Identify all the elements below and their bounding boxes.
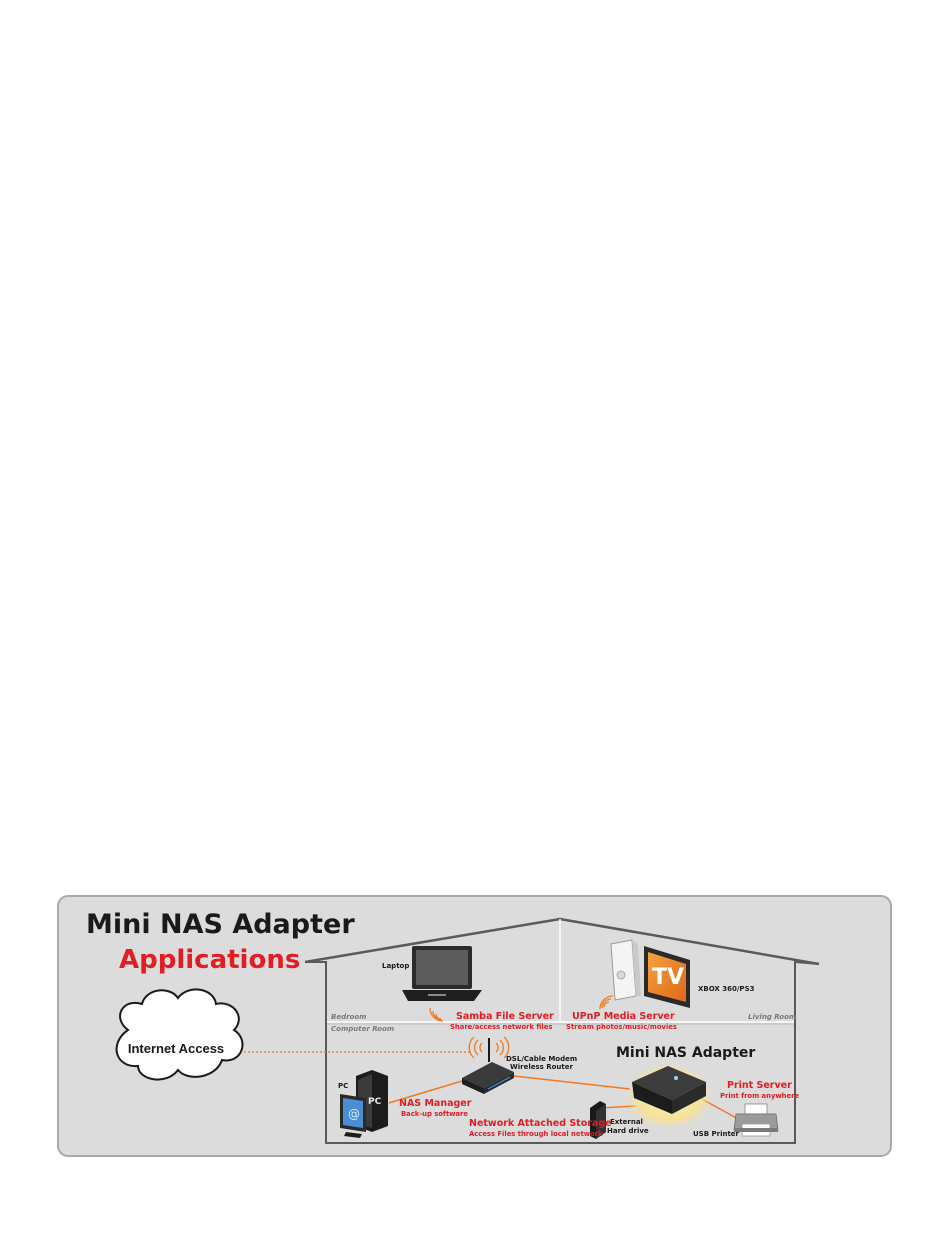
print-server-title: Print Server: [727, 1080, 792, 1091]
internet-access-label: Internet Access: [127, 1041, 225, 1056]
pc-screen-at-mark: @: [348, 1107, 360, 1121]
nas-manager-title: NAS Manager: [399, 1098, 472, 1109]
pc-label: PC: [338, 1082, 349, 1090]
xbox-console-icon: [611, 940, 641, 1000]
storage-title: Network Attached Storage: [469, 1118, 612, 1129]
room-label-living-room: Living Room: [748, 1013, 797, 1021]
usb-printer-label: USB Printer: [693, 1130, 740, 1138]
router-label-line1: DSL/Cable Modem: [506, 1055, 578, 1063]
diagram-title: Mini NAS Adapter: [86, 909, 355, 940]
storage-desc: Access Files through local network: [469, 1130, 603, 1138]
laptop-label: Laptop: [382, 962, 410, 970]
xbox-label: XBOX 360/PS3: [698, 985, 755, 993]
tv-label: TV: [652, 965, 685, 990]
diagram-subtitle: Applications: [119, 945, 301, 975]
print-server-desc: Print from anywhere: [720, 1092, 800, 1100]
router-label-line2: Wireless Router: [510, 1063, 573, 1071]
upnp-title: UPnP Media Server: [572, 1011, 675, 1022]
laptop-icon: [402, 946, 482, 1001]
room-label-bedroom: Bedroom: [331, 1013, 367, 1021]
hdd-label-line2: Hard drive: [607, 1127, 649, 1135]
upnp-desc: Stream photos/music/movies: [566, 1023, 677, 1031]
nas-device-title: Mini NAS Adapter: [616, 1045, 756, 1061]
hdd-label-line1: External: [610, 1118, 643, 1126]
room-label-computer-room: Computer Room: [331, 1025, 395, 1033]
samba-title: Samba File Server: [456, 1011, 554, 1022]
pc-case-mark: PC: [368, 1097, 382, 1107]
samba-desc: Share/access network files: [450, 1023, 553, 1031]
nas-manager-desc: Back-up software: [401, 1110, 468, 1118]
